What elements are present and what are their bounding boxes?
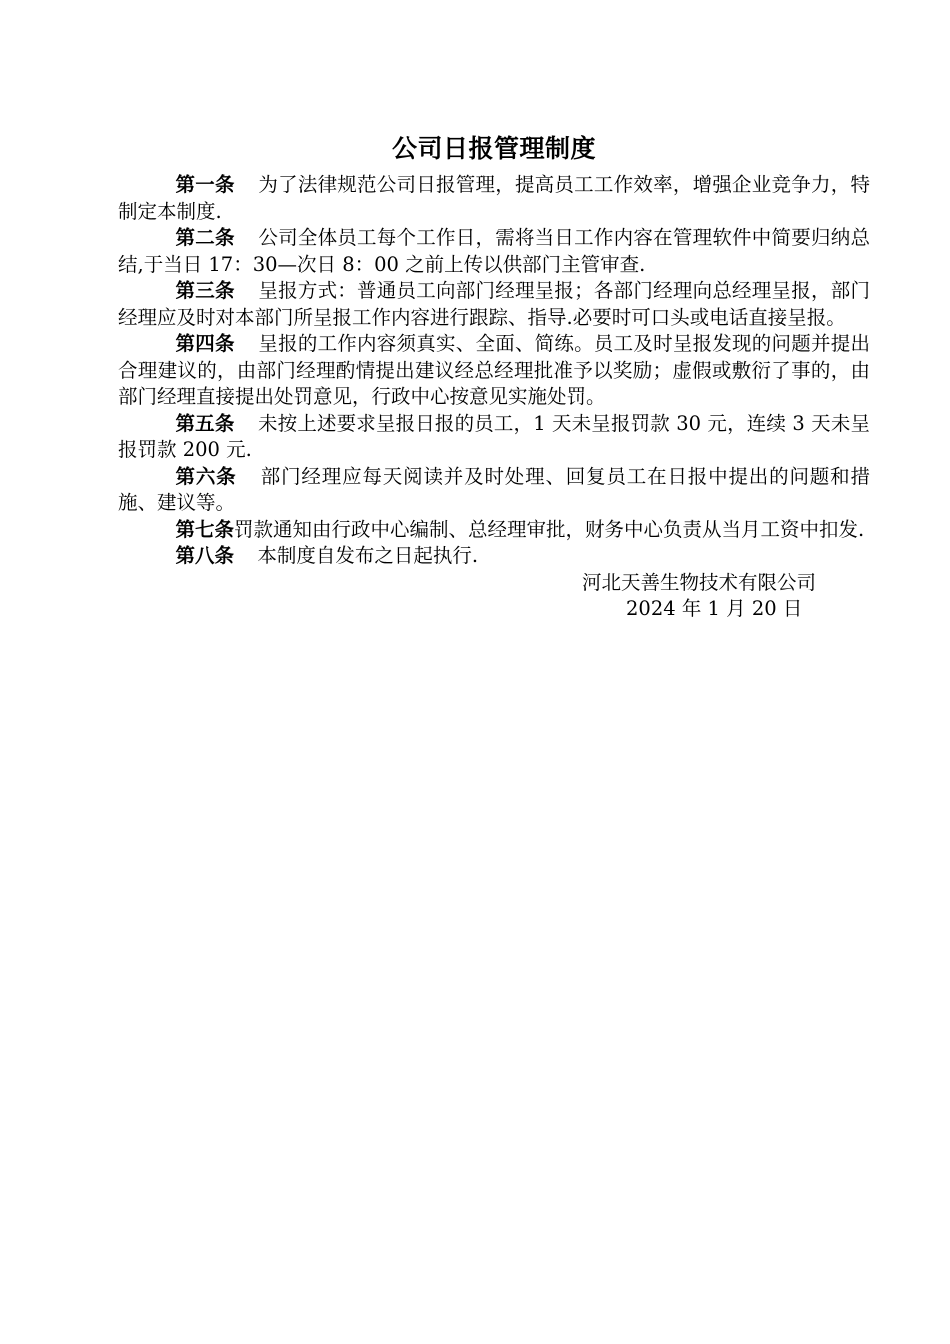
document-page	[118, 130, 870, 630]
article-number: 第三条	[175, 279, 235, 302]
article-number: 第六条	[175, 464, 237, 488]
document-title: 公司日报管理制度	[391, 134, 596, 163]
article-4	[118, 331, 870, 411]
article-text: 为了法律规范公司日报管理，提高员工工作效率，增强企业竞争力，特制定本制度.	[118, 173, 870, 223]
article-1	[118, 172, 870, 225]
signature-date: 2024 年 1 月 20 日	[626, 596, 803, 620]
article-text: 未按上述要求呈报日报的员工，1 天未呈报罚款 30 元，连续 3 天未呈报罚款 200 元.	[118, 411, 870, 461]
article-text: 呈报的工作内容须真实、全面、简练。员工及时呈报发现的问题并提出合理建议的，由部门经理酌情提出建议经总经理批准予以奖励；虚假或敷衍了事的，由部门经理直接提出处罚意见，行政中心按意见实施处罚。	[118, 332, 870, 408]
article-5	[118, 411, 870, 464]
signature-block	[118, 570, 870, 630]
signature-company: 河北天善生物技术有限公司	[582, 570, 817, 594]
article-number: 第五条	[175, 411, 235, 435]
article-number: 第七条	[175, 517, 235, 541]
article-7	[118, 517, 870, 544]
article-number: 第四条	[175, 332, 235, 355]
article-text: 呈报方式：普通员工向部门经理呈报；各部门经理向总经理呈报，部门经理应及时对本部门所呈报工作内容进行跟踪、指导.必要时可口头或电话直接呈报。	[118, 279, 870, 329]
article-text: 公司全体员工每个工作日，需将当日工作内容在管理软件中简要归纳总结,于当日 17：30—次日 8：00 之前上传以供部门主管审查.	[118, 226, 870, 276]
article-number: 第八条	[175, 544, 235, 567]
article-8	[118, 543, 870, 570]
article-text: 部门经理应每天阅读并及时处理、回复员工在日报中提出的问题和措施、建议等。	[118, 464, 870, 514]
article-3	[118, 278, 870, 331]
article-6	[118, 464, 870, 517]
article-text: 罚款通知由行政中心编制、总经理审批，财务中心负责从当月工资中扣发.	[234, 517, 865, 541]
article-number: 第一条	[175, 173, 235, 196]
article-number: 第二条	[175, 226, 235, 249]
article-2	[118, 225, 870, 278]
article-text: 本制度自发布之日起执行.	[257, 544, 479, 567]
